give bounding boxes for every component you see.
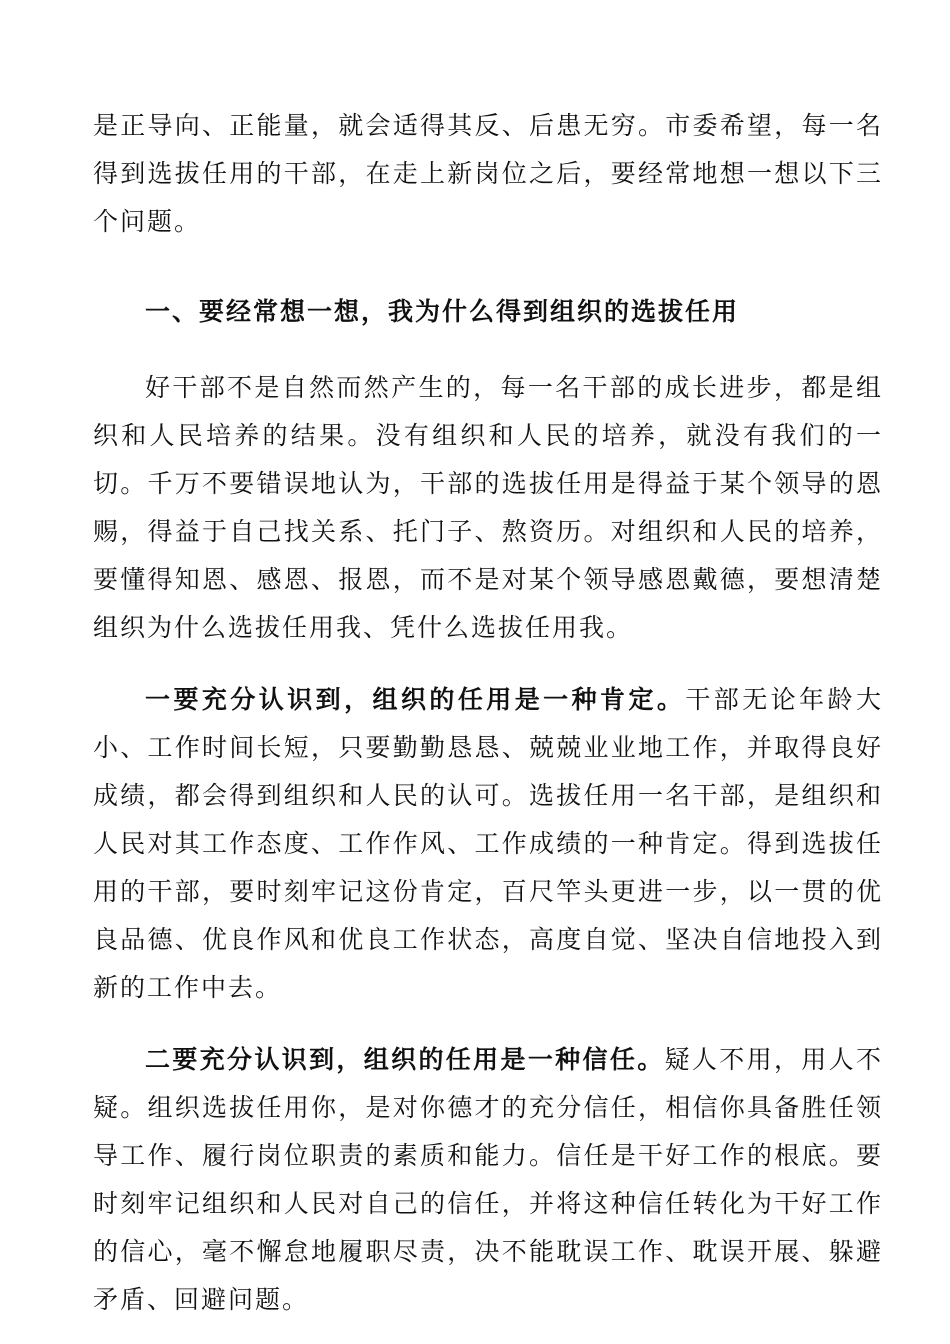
paragraph-2-lead: 一要充分认识到，组织的任用是一种肯定。 — [145, 685, 686, 714]
paragraph-2-body: 干部无论年龄大小、工作时间长短，只要勤勤恳恳、兢兢业业地工作，并取得良好成绩，都会得到组织和人民的认可。选拔任用一名干部，是组织和人民对其工作态度、工作作风、工作成绩的一种肯定。得到选拔任用的干部，要时刻牢记这份肯定，百尺竿头更进一步，以一贯的优良品德、优良作风和优良工作状态，高度自觉、坚决自信地投入到新的工作中去。 — [93, 685, 883, 1002]
intro-continuation-paragraph: 是正导向、正能量，就会适得其反、后患无穷。市委希望，每一名得到选拔任用的干部，在走上新岗位之后，要经常地想一想以下三个问题。 — [93, 111, 883, 236]
paragraph-3-body: 疑人不用，用人不疑。组织选拔任用你，是对你德才的充分信任，相信你具备胜任领导工作、履行岗位职责的素质和能力。信任是干好工作的根底。要时刻牢记组织和人民对自己的信任，并将这种信任转化为干好工作的信心，毫不懈怠地履职尽责，决不能耽误工作、耽误开展、躲避矛盾、回避问题。 — [93, 1045, 883, 1314]
paragraph-2 — [93, 676, 883, 1012]
paragraph-3 — [93, 1036, 883, 1324]
document-body — [93, 102, 883, 1324]
paragraph-1: 好干部不是自然而然产生的，每一名干部的成长进步，都是组织和人民培养的结果。没有组织和人民的培养，就没有我们的一切。千万不要错误地认为，干部的选拔任用是得益于某个领导的恩赐，得益于自己找关系、托门子、熬资历。对组织和人民的培养，要懂得知恩、感恩、报恩，而不是对某个领导感恩戴德，要想清楚组织为什么选拔任用我、凭什么选拔任用我。 — [93, 373, 883, 642]
section-heading: 一、要经常想一想，我为什么得到组织的选拔任用 — [145, 297, 740, 326]
paragraph-3-lead: 二要充分认识到，组织的任用是一种信任。 — [145, 1045, 665, 1074]
